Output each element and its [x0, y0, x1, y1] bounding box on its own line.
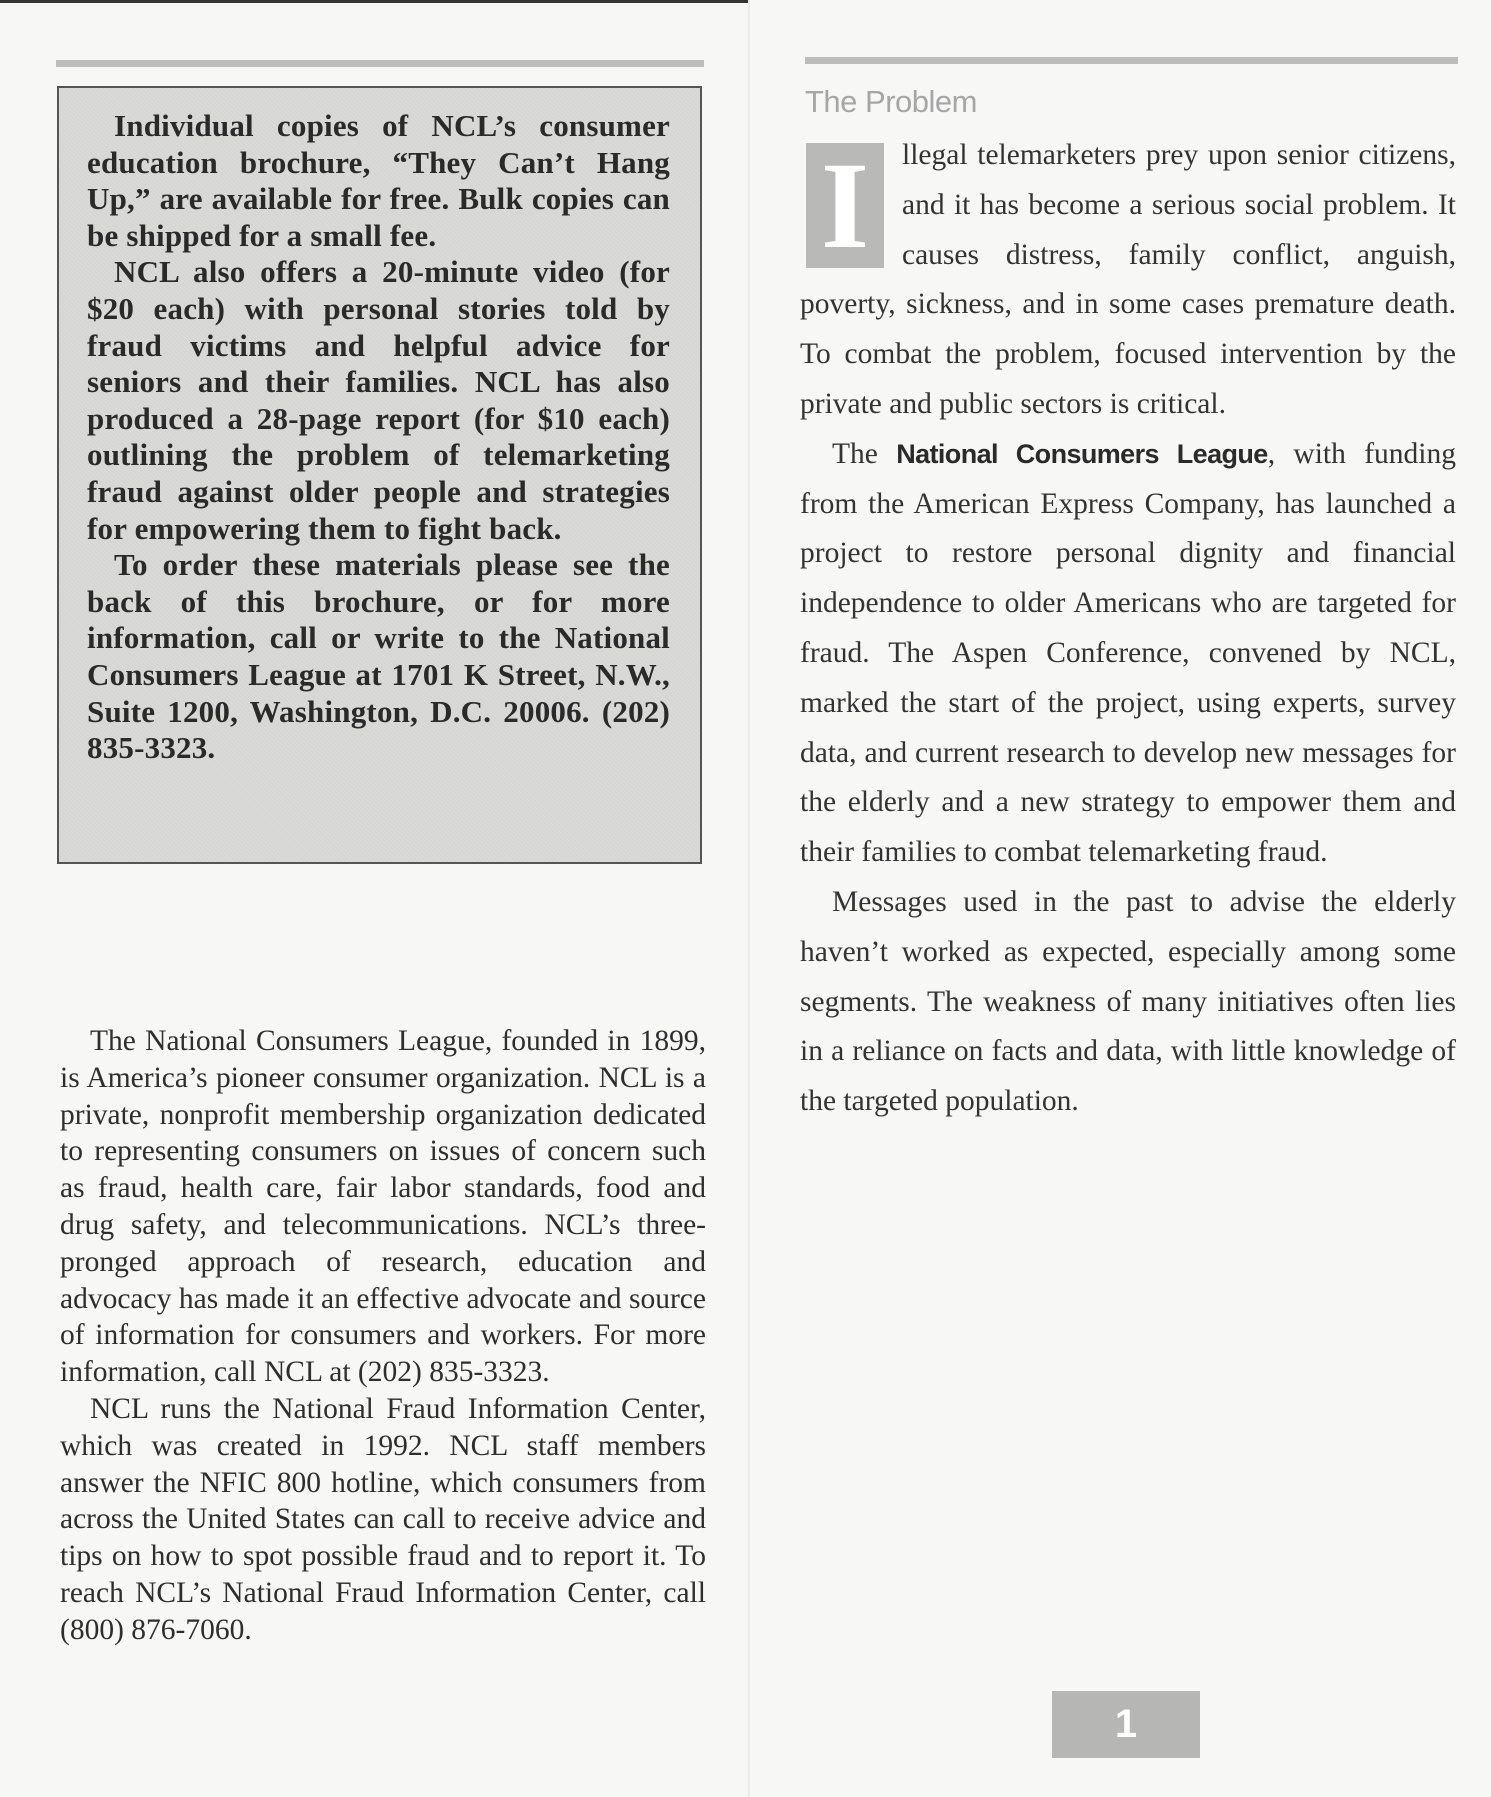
- right-header-rule: [805, 57, 1458, 64]
- sidebar-paragraph: NCL also offers a 20-minute video (for $20 each) with personal stories told by fraud victims and helpful advice for seniors and their families. NCL has also produced a 28-page report (for $10 each) outlining the problem of telemarketing fraud against older people and strategies for empowering them to fight back.: [87, 254, 670, 546]
- problem-paragraph: [800, 131, 1456, 430]
- sidebar-paragraph: To order these materials please see the back of this brochure, or for more information, call or write to the National Consumers League at 1701 K Street, N.W., Suite 1200, Washington, D.C. 20006. (202) 835-3323.: [87, 547, 670, 766]
- about-paragraph: NCL runs the National Fraud Information Center, which was created in 1992. NCL staff members answer the NFIC 800 hotline, which consumers from across the United States can call to receive advice and tips on how to spot possible fraud and to report it. To reach NCL’s National Fraud Information Center, call (800) 876-7060.: [60, 1392, 706, 1646]
- problem-body: [800, 131, 1456, 1127]
- problem-paragraph: [800, 430, 1456, 878]
- paragraph-text: llegal telemarketers prey upon senior citizens, and it has become a serious social problem. It causes distress, family conflict, anguish, poverty, sickness, and in some cases premature death. To combat the problem, focused intervention by the private and public sectors is critical.: [800, 139, 1456, 420]
- section-title: The Problem: [805, 84, 977, 119]
- page-fold: [748, 0, 750, 1797]
- page-number-badge: [1052, 1691, 1200, 1758]
- page-number: 1: [1114, 1702, 1138, 1746]
- drop-cap-letter: I: [820, 136, 870, 274]
- paragraph-text: Messages used in the past to advise the elderly haven’t worked as expected, especially among some segments. The weakness of many initiatives often lies in a reliance on facts and data, with little knowledge of the targeted population.: [800, 885, 1456, 1118]
- problem-paragraph: [800, 878, 1456, 1127]
- paragraph-lead: The: [832, 437, 897, 470]
- left-header-rule: [56, 60, 704, 67]
- organization-name: National Consumers League: [896, 438, 1268, 469]
- about-paragraph: The National Consumers League, founded in 1899, is America’s pioneer consumer organization. NCL is a private, nonprofit membership organization dedicated to representing consumers on issues of concern such as fraud, health care, fair labor standards, food and drug safety, and telecommunications. NCL’s three-pronged approach of research, education and advocacy has made it an effective advocate and source of information for consumers and workers. For more information, call NCL at (202) 835-3323.: [60, 1025, 706, 1389]
- about-ncl-section: [60, 1023, 706, 1649]
- page-top-edge: [0, 0, 750, 3]
- materials-sidebar-box: [57, 86, 702, 864]
- sidebar-paragraph: Individual copies of NCL’s consumer education brochure, “They Can’t Hang Up,” are available for free. Bulk copies can be shipped for a small fee.: [87, 108, 670, 253]
- paragraph-text: , with funding from the American Express Company, has launched a project to restore personal dignity and financial independence to older Americans who are targeted for fraud. The Aspen Conference, convened by NCL, marked the start of the project, using experts, survey data, and current research to develop new messages for the elderly and a new strategy to empower them and their families to combat telemarketing fraud.: [800, 437, 1456, 869]
